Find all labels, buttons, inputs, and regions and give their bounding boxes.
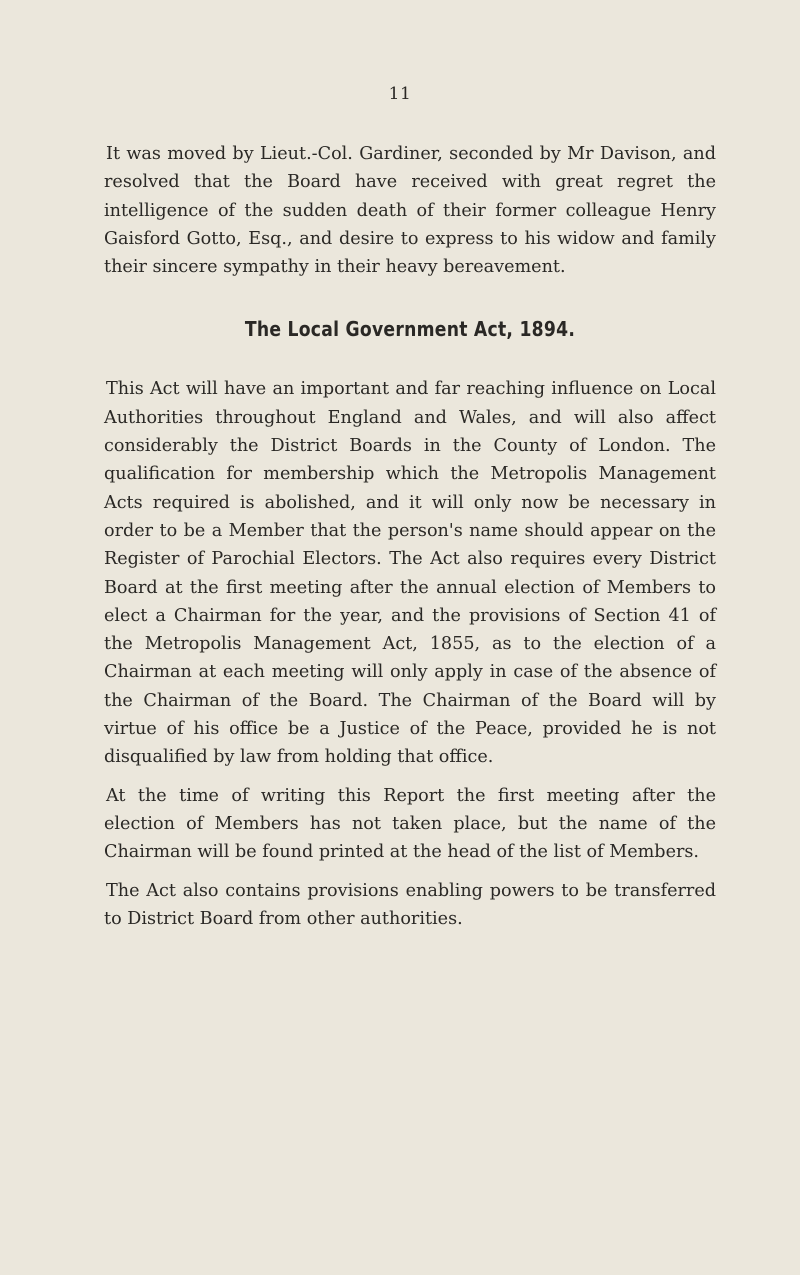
body-paragraph-1: This Act will have an important and far reaching influence on Local Authorities throughout England and Wales, and will also affect considerably the District Boards in the County of London. The qualification for membership which the Metropolis Management Acts required is abolished, and it will only now be necessary in order to be a Member that the person's name should appear on the Register of Parochial Electors. The Act also requires every District Board at the first meeting after the annual election of Members to elect a Chairman for the year, and the provisions of Section 41 of the Metropolis Management Act, 1855, as to the election of a Chairman at each meeting will only apply in case of the absence of the Chairman of the Board. The Chairman of the Board will by virtue of his office be a Justice of the Peace, provided he is not disqualified by law from holding that office. <box>104 379 716 768</box>
resolution-paragraph: It was moved by Lieut.-Col. Gardiner, seconded by Mr Davison, and resolved that the Board have received with great regret the intelligence of the sudden death of their former colleague Henry Gaisford Gotto, Esq., and desire to express to his widow and family their sincere sympathy in their heavy bereavement. <box>104 144 716 278</box>
body-paragraph-3: The Act also contains provisions enabling powers to be transferred to District Board from other authorities. <box>104 880 716 929</box>
section-heading: The Local Government Act, 1894. <box>244 317 576 342</box>
body-paragraph-2: At the time of writing this Report the first meeting after the election of Members has not taken place, but the name of the Chairman will be found printed at the head of the list of Members. <box>104 785 716 863</box>
page-number: 11 <box>388 84 412 104</box>
page-content <box>104 140 716 933</box>
